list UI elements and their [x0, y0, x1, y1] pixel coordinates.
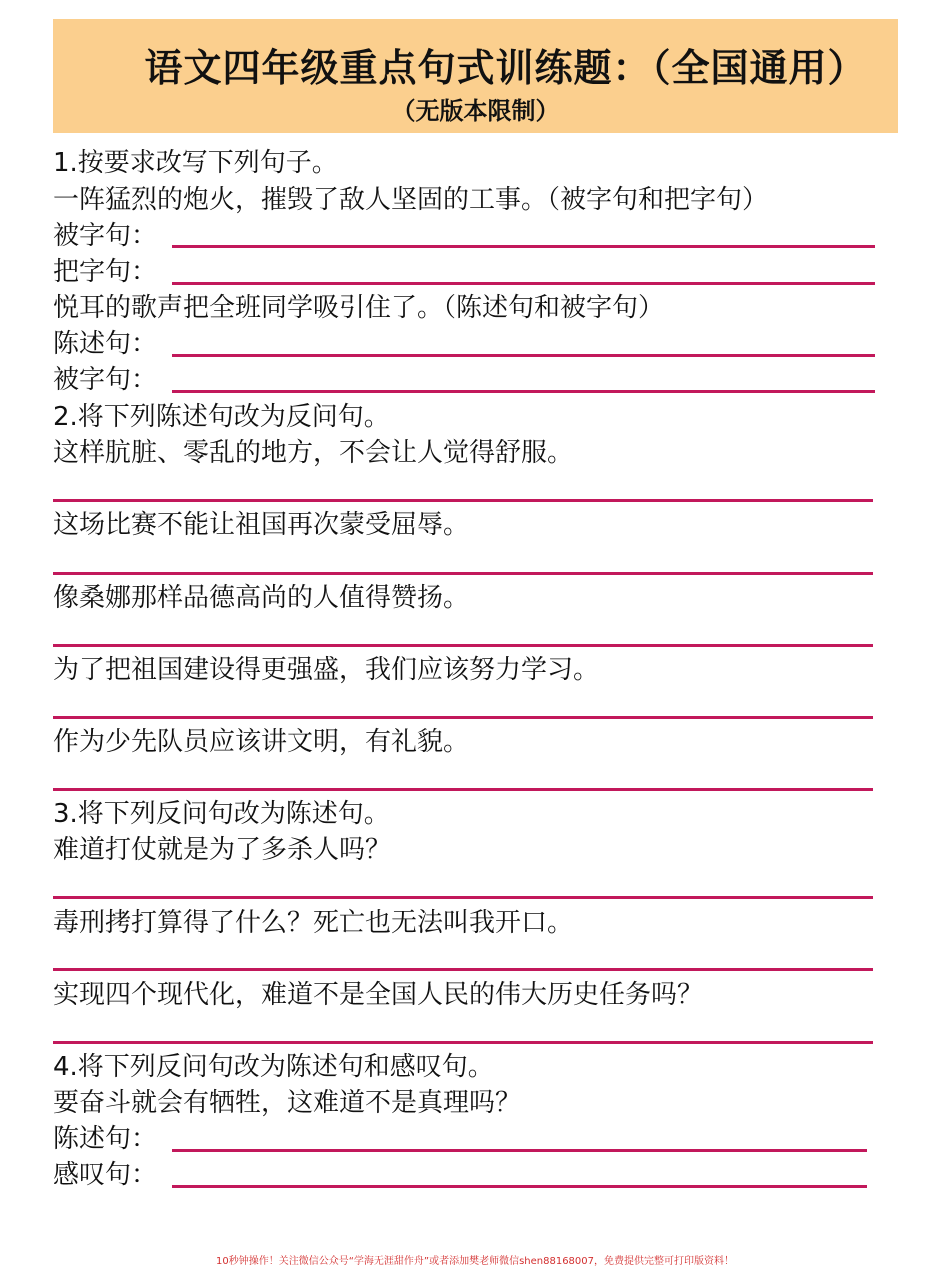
- page-subtitle: （无版本限制）: [391, 97, 560, 125]
- section-heading: 4.将下列反问句改为陈述句和感叹句。: [53, 1052, 494, 1082]
- answer-label: 陈述句：: [53, 329, 158, 359]
- title-banner: [53, 19, 898, 133]
- answer-line[interactable]: [53, 788, 873, 791]
- question-text: 一阵猛烈的炮火，摧毁了敌人坚固的工事。（被字句和把字句）: [53, 185, 769, 215]
- answer-line[interactable]: [53, 572, 873, 575]
- answer-line[interactable]: [53, 896, 873, 899]
- footer-notice: 10秒钟操作！关注微信公众号“学海无涯甜作舟”或者添加樊老师微信shen88168007，免费提供完整可打印版资料！: [215, 1256, 735, 1267]
- question-text: 这场比赛不能让祖国再次蒙受屈辱。: [53, 510, 470, 540]
- question-text: 毒刑拷打算得了什么？死亡也无法叫我开口。: [53, 908, 574, 938]
- page-title: 语文四年级重点句式训练题：（全国通用）: [144, 46, 867, 90]
- answer-line[interactable]: [53, 716, 873, 719]
- question-text: 悦耳的歌声把全班同学吸引住了。（陈述句和被字句）: [53, 293, 665, 323]
- question-text: 像桑娜那样品德高尚的人值得赞扬。: [53, 583, 470, 613]
- section-heading: 3.将下列反问句改为陈述句。: [53, 799, 390, 829]
- answer-line[interactable]: [53, 499, 873, 502]
- answer-line[interactable]: [172, 1185, 867, 1188]
- answer-line[interactable]: [53, 644, 873, 647]
- question-text: 实现四个现代化，难道不是全国人民的伟大历史任务吗？: [53, 980, 704, 1010]
- question-text: 难道打仗就是为了多杀人吗？: [53, 835, 392, 865]
- answer-label: 把字句：: [53, 257, 158, 287]
- answer-label: 被字句：: [53, 365, 158, 395]
- answer-line[interactable]: [172, 390, 875, 393]
- section-heading: 2.将下列陈述句改为反问句。: [53, 402, 390, 432]
- question-text: 为了把祖国建设得更强盛，我们应该努力学习。: [53, 655, 600, 685]
- answer-line[interactable]: [53, 1041, 873, 1044]
- answer-label: 感叹句：: [53, 1160, 158, 1190]
- answer-line[interactable]: [172, 245, 875, 248]
- answer-line[interactable]: [172, 282, 875, 285]
- answer-line[interactable]: [53, 968, 873, 971]
- answer-line[interactable]: [172, 1149, 867, 1152]
- section-heading: 1.按要求改写下列句子。: [53, 148, 338, 178]
- answer-label: 被字句：: [53, 221, 158, 251]
- answer-label: 陈述句：: [53, 1124, 158, 1154]
- answer-line[interactable]: [172, 354, 875, 357]
- question-text: 这样肮脏、零乱的地方，不会让人觉得舒服。: [53, 438, 574, 468]
- question-text: 作为少先队员应该讲文明，有礼貌。: [53, 727, 470, 757]
- question-text: 要奋斗就会有牺牲，这难道不是真理吗？: [53, 1088, 522, 1118]
